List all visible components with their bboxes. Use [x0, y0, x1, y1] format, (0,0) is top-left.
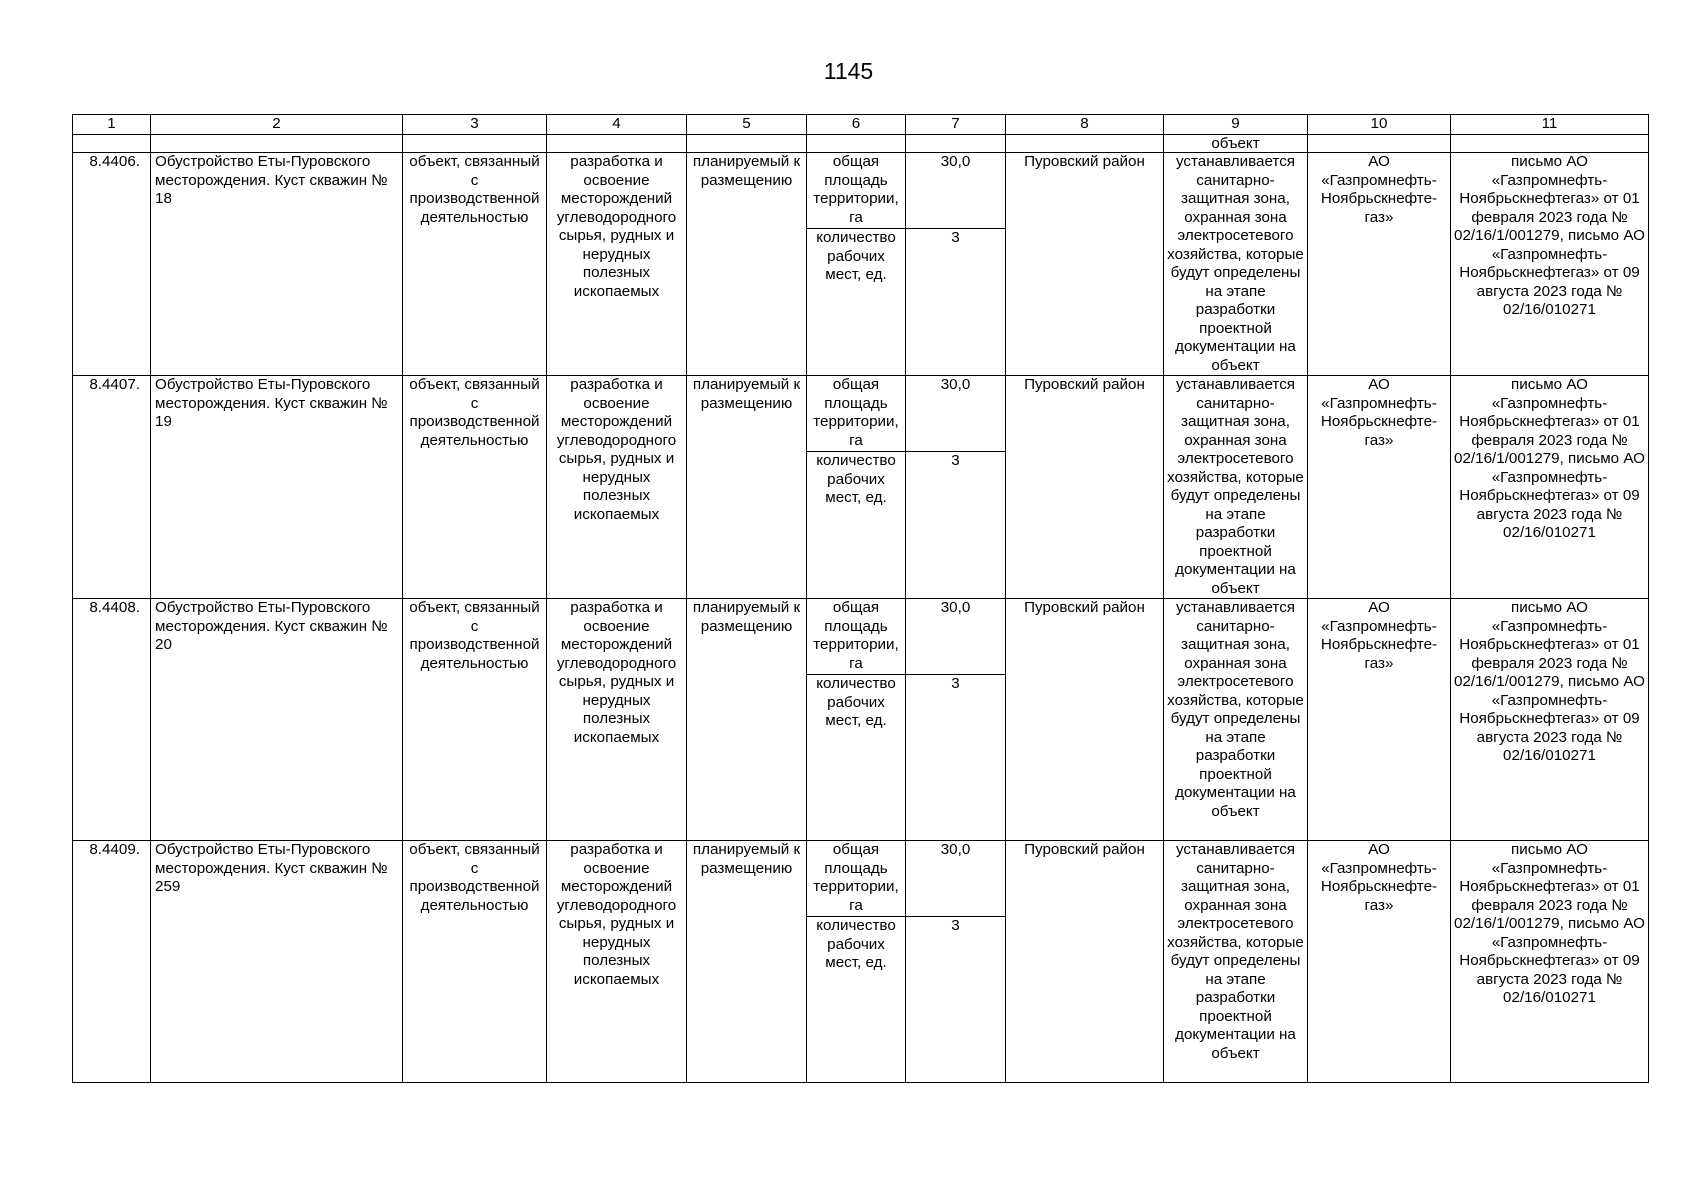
param-value: 3: [906, 229, 1006, 376]
basis-document: письмо АО «Газпромнефть-Ноябрьскнефтегаз» от 01 февраля 2023 года № 02/16/1/001279, письмо АО «Газпромнефть-Ноябрьскнефтегаз» от 09 августа 2023 года № 02/16/010271: [1451, 153, 1649, 376]
param-value: 30,0: [906, 153, 1006, 229]
header-cell: 11: [1451, 115, 1649, 135]
param-label: общая площадь территории, га: [807, 599, 906, 675]
row-number: 8.4409.: [73, 841, 151, 1083]
header-cell: 1: [73, 115, 151, 135]
continuation-zone: объект: [1164, 135, 1308, 153]
zone-info: устанавливается санитарно-защитная зона, охранная зона электросетевого хозяйства, которые будут определены на этапе разработки проектной документации на объект: [1164, 599, 1308, 841]
param-label: количество рабочих мест, ед.: [807, 917, 906, 1083]
object-purpose: разработка и освоение месторождений углеводородного сырья, рудных и нерудных полезных ископаемых: [547, 599, 687, 841]
object-name: Обустройство Еты-Пуровского месторождения. Куст скважин № 19: [151, 376, 403, 599]
table-row: [73, 153, 1649, 229]
object-purpose: разработка и освоение месторождений углеводородного сырья, рудных и нерудных полезных ископаемых: [547, 841, 687, 1083]
object-purpose: разработка и освоение месторождений углеводородного сырья, рудных и нерудных полезных ископаемых: [547, 376, 687, 599]
zone-info: устанавливается санитарно-защитная зона, охранная зона электросетевого хозяйства, которые будут определены на этапе разработки проектной документации на объект: [1164, 376, 1308, 599]
header-row: [73, 115, 1649, 135]
location: Пуровский район: [1006, 376, 1164, 599]
param-label: количество рабочих мест, ед.: [807, 229, 906, 376]
location: Пуровский район: [1006, 599, 1164, 841]
object-name: Обустройство Еты-Пуровского месторождения. Куст скважин № 259: [151, 841, 403, 1083]
header-cell: 6: [807, 115, 906, 135]
object-status: планируемый к размещению: [687, 376, 807, 599]
object-type: объект, связанный с производственной деятельностью: [403, 599, 547, 841]
param-value: 3: [906, 452, 1006, 599]
param-label: количество рабочих мест, ед.: [807, 452, 906, 599]
header-cell: 5: [687, 115, 807, 135]
param-value: 3: [906, 917, 1006, 1083]
row-number: 8.4407.: [73, 376, 151, 599]
object-type: объект, связанный с производственной деятельностью: [403, 841, 547, 1083]
param-label: общая площадь территории, га: [807, 376, 906, 452]
param-label: общая площадь территории, га: [807, 841, 906, 917]
basis-document: письмо АО «Газпромнефть-Ноябрьскнефтегаз» от 01 февраля 2023 года № 02/16/1/001279, письмо АО «Газпромнефть-Ноябрьскнефтегаз» от 09 августа 2023 года № 02/16/010271: [1451, 599, 1649, 841]
param-value: 30,0: [906, 376, 1006, 452]
param-value: 30,0: [906, 841, 1006, 917]
object-type: объект, связанный с производственной деятельностью: [403, 153, 547, 376]
param-label: количество рабочих мест, ед.: [807, 675, 906, 841]
header-cell: 8: [1006, 115, 1164, 135]
organization: АО «Газпромнефть-Ноябрьскнефте-газ»: [1308, 841, 1451, 1083]
zone-info: устанавливается санитарно-защитная зона, охранная зона электросетевого хозяйства, которые будут определены на этапе разработки проектной документации на объект: [1164, 841, 1308, 1083]
basis-document: письмо АО «Газпромнефть-Ноябрьскнефтегаз» от 01 февраля 2023 года № 02/16/1/001279, письмо АО «Газпромнефть-Ноябрьскнефтегаз» от 09 августа 2023 года № 02/16/010271: [1451, 376, 1649, 599]
header-cell: 9: [1164, 115, 1308, 135]
location: Пуровский район: [1006, 841, 1164, 1083]
header-cell: 3: [403, 115, 547, 135]
object-status: планируемый к размещению: [687, 599, 807, 841]
row-number: 8.4406.: [73, 153, 151, 376]
continuation-row: [73, 135, 1649, 153]
object-status: планируемый к размещению: [687, 153, 807, 376]
object-purpose: разработка и освоение месторождений углеводородного сырья, рудных и нерудных полезных ископаемых: [547, 153, 687, 376]
organization: АО «Газпромнефть-Ноябрьскнефте-газ»: [1308, 599, 1451, 841]
header-cell: 4: [547, 115, 687, 135]
objects-table: [72, 114, 1649, 1083]
param-value: 30,0: [906, 599, 1006, 675]
organization: АО «Газпромнефть-Ноябрьскнефте-газ»: [1308, 376, 1451, 599]
table-row: [73, 376, 1649, 452]
object-name: Обустройство Еты-Пуровского месторождения. Куст скважин № 18: [151, 153, 403, 376]
basis-document: письмо АО «Газпромнефть-Ноябрьскнефтегаз» от 01 февраля 2023 года № 02/16/1/001279, письмо АО «Газпромнефть-Ноябрьскнефтегаз» от 09 августа 2023 года № 02/16/010271: [1451, 841, 1649, 1083]
param-label: общая площадь территории, га: [807, 153, 906, 229]
object-status: планируемый к размещению: [687, 841, 807, 1083]
organization: АО «Газпромнефть-Ноябрьскнефте-газ»: [1308, 153, 1451, 376]
header-cell: 7: [906, 115, 1006, 135]
table-row: [73, 841, 1649, 917]
zone-info: устанавливается санитарно-защитная зона, охранная зона электросетевого хозяйства, которые будут определены на этапе разработки проектной документации на объект: [1164, 153, 1308, 376]
object-name: Обустройство Еты-Пуровского месторождения. Куст скважин № 20: [151, 599, 403, 841]
location: Пуровский район: [1006, 153, 1164, 376]
header-cell: 2: [151, 115, 403, 135]
row-number: 8.4408.: [73, 599, 151, 841]
object-type: объект, связанный с производственной деятельностью: [403, 376, 547, 599]
page-number: 1145: [823, 58, 874, 84]
param-value: 3: [906, 675, 1006, 841]
header-cell: 10: [1308, 115, 1451, 135]
table-row: [73, 599, 1649, 675]
